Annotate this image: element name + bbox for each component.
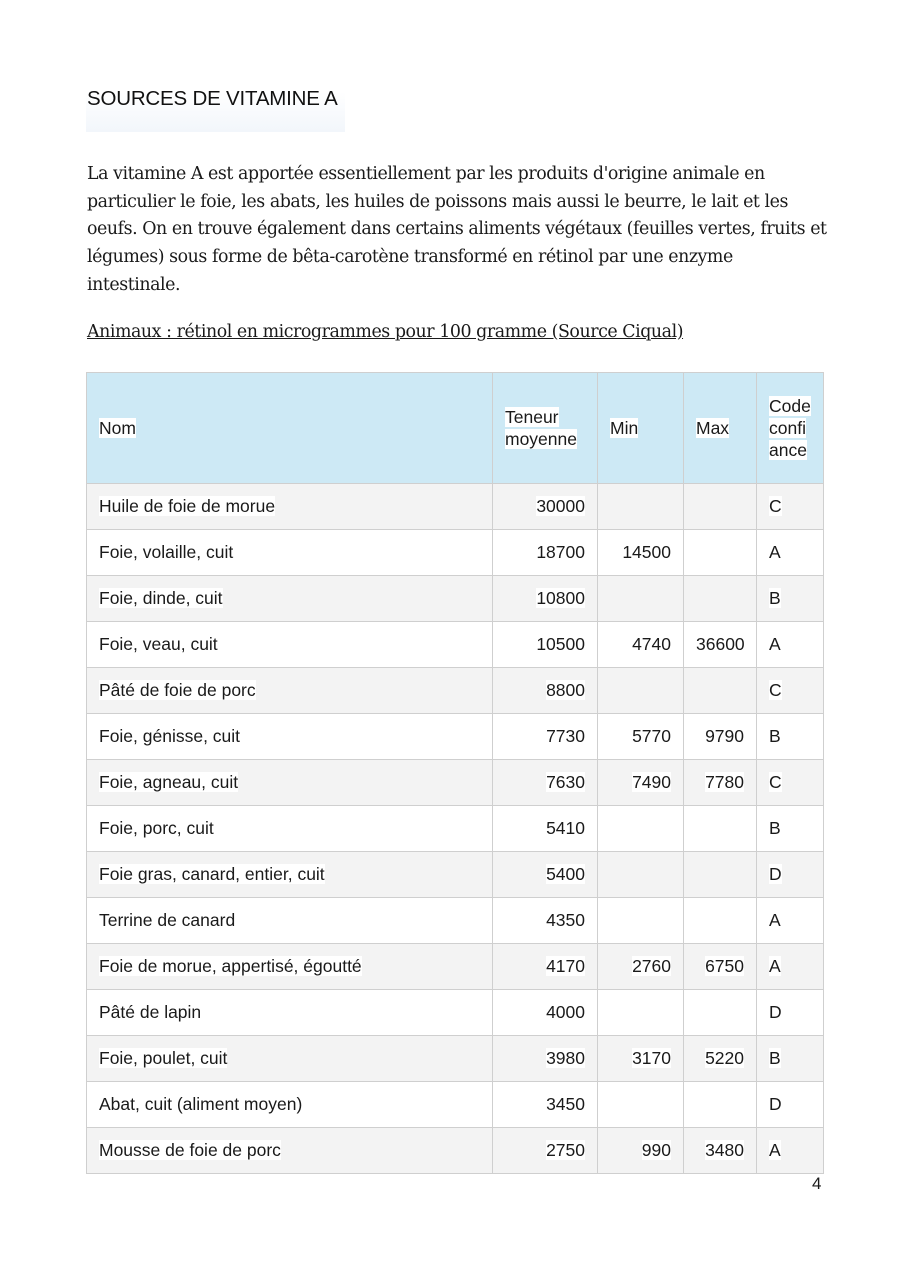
cell-code: A [757,944,824,990]
cell-max [684,806,757,852]
cell-code: B [757,806,824,852]
cell-nom: Foie, porc, cuit [87,806,493,852]
cell-min [598,576,684,622]
cell-max: 5220 [684,1036,757,1082]
table-caption: Animaux : rétinol en microgrammes pour 100 gramme (Source Ciqual) [87,322,684,342]
cell-min [598,990,684,1036]
cell-nom: Mousse de foie de porc [87,1128,493,1174]
cell-nom: Foie de morue, appertisé, égoutté [87,944,493,990]
cell-nom: Foie, dinde, cuit [87,576,493,622]
cell-code: D [757,990,824,1036]
cell-teneur: 5400 [493,852,598,898]
cell-nom: Foie, génisse, cuit [87,714,493,760]
cell-min [598,806,684,852]
cell-nom: Foie, agneau, cuit [87,760,493,806]
cell-code: D [757,852,824,898]
cell-nom: Pâté de lapin [87,990,493,1036]
cell-max [684,898,757,944]
cell-max [684,990,757,1036]
table-row [87,760,824,806]
cell-min: 7490 [598,760,684,806]
cell-max: 3480 [684,1128,757,1174]
table-row [87,1082,824,1128]
cell-nom: Abat, cuit (aliment moyen) [87,1082,493,1128]
cell-teneur: 2750 [493,1128,598,1174]
cell-code: A [757,1128,824,1174]
cell-max [684,852,757,898]
table-row [87,1128,824,1174]
table-row [87,852,824,898]
cell-teneur: 4000 [493,990,598,1036]
table-row [87,576,824,622]
cell-max [684,668,757,714]
cell-min: 2760 [598,944,684,990]
cell-teneur: 4350 [493,898,598,944]
cell-code: A [757,898,824,944]
cell-code: C [757,760,824,806]
cell-max [684,484,757,530]
table-header [87,373,824,484]
cell-nom: Terrine de canard [87,898,493,944]
cell-min: 14500 [598,530,684,576]
cell-max [684,1082,757,1128]
table-row [87,714,824,760]
retinol-table [86,372,824,1174]
table-row [87,806,824,852]
cell-nom: Foie, poulet, cuit [87,1036,493,1082]
cell-teneur: 30000 [493,484,598,530]
page-number: 4 [812,1174,822,1193]
cell-code: C [757,668,824,714]
header-teneur: Teneur moyenne [493,373,598,484]
cell-max [684,576,757,622]
cell-min: 4740 [598,622,684,668]
cell-teneur: 7630 [493,760,598,806]
cell-teneur: 5410 [493,806,598,852]
cell-code: A [757,530,824,576]
cell-code: C [757,484,824,530]
cell-min [598,898,684,944]
header-max: Max [684,373,757,484]
section-heading: SOURCES DE VITAMINE A [87,87,338,110]
cell-min [598,484,684,530]
cell-min [598,668,684,714]
cell-min: 3170 [598,1036,684,1082]
cell-teneur: 18700 [493,530,598,576]
cell-max: 6750 [684,944,757,990]
cell-nom: Pâté de foie de porc [87,668,493,714]
table-row [87,530,824,576]
cell-max [684,530,757,576]
cell-nom: Foie, volaille, cuit [87,530,493,576]
table-row [87,898,824,944]
table-row [87,622,824,668]
cell-code: B [757,1036,824,1082]
cell-code: A [757,622,824,668]
cell-code: D [757,1082,824,1128]
cell-min: 990 [598,1128,684,1174]
cell-teneur: 4170 [493,944,598,990]
header-nom: Nom [87,373,493,484]
intro-paragraph: La vitamine A est apportée essentiellement par les produits d'origine animale en particulier le foie, les abats, les huiles de poissons mais aussi le beurre, le lait et les oeufs. On en trouve également dans certains aliments végétaux (feuilles vertes, fruits et légumes) sous forme de bêta-carotène transformé en rétinol par une enzyme intestinale. [87,164,827,295]
header-row [87,373,824,484]
cell-code: B [757,576,824,622]
cell-min: 5770 [598,714,684,760]
cell-teneur: 3450 [493,1082,598,1128]
cell-teneur: 8800 [493,668,598,714]
table-row [87,484,824,530]
cell-nom: Foie gras, canard, entier, cuit [87,852,493,898]
cell-teneur: 10500 [493,622,598,668]
cell-min [598,852,684,898]
cell-teneur: 7730 [493,714,598,760]
cell-max: 36600 [684,622,757,668]
table-row [87,990,824,1036]
table-row [87,1036,824,1082]
cell-nom: Foie, veau, cuit [87,622,493,668]
cell-min [598,1082,684,1128]
header-min: Min [598,373,684,484]
cell-max: 9790 [684,714,757,760]
cell-teneur: 3980 [493,1036,598,1082]
table-row [87,668,824,714]
cell-teneur: 10800 [493,576,598,622]
table-body [87,484,824,1174]
cell-code: B [757,714,824,760]
cell-nom: Huile de foie de morue [87,484,493,530]
table-row [87,944,824,990]
header-code: Code confiance [757,373,824,484]
cell-max: 7780 [684,760,757,806]
